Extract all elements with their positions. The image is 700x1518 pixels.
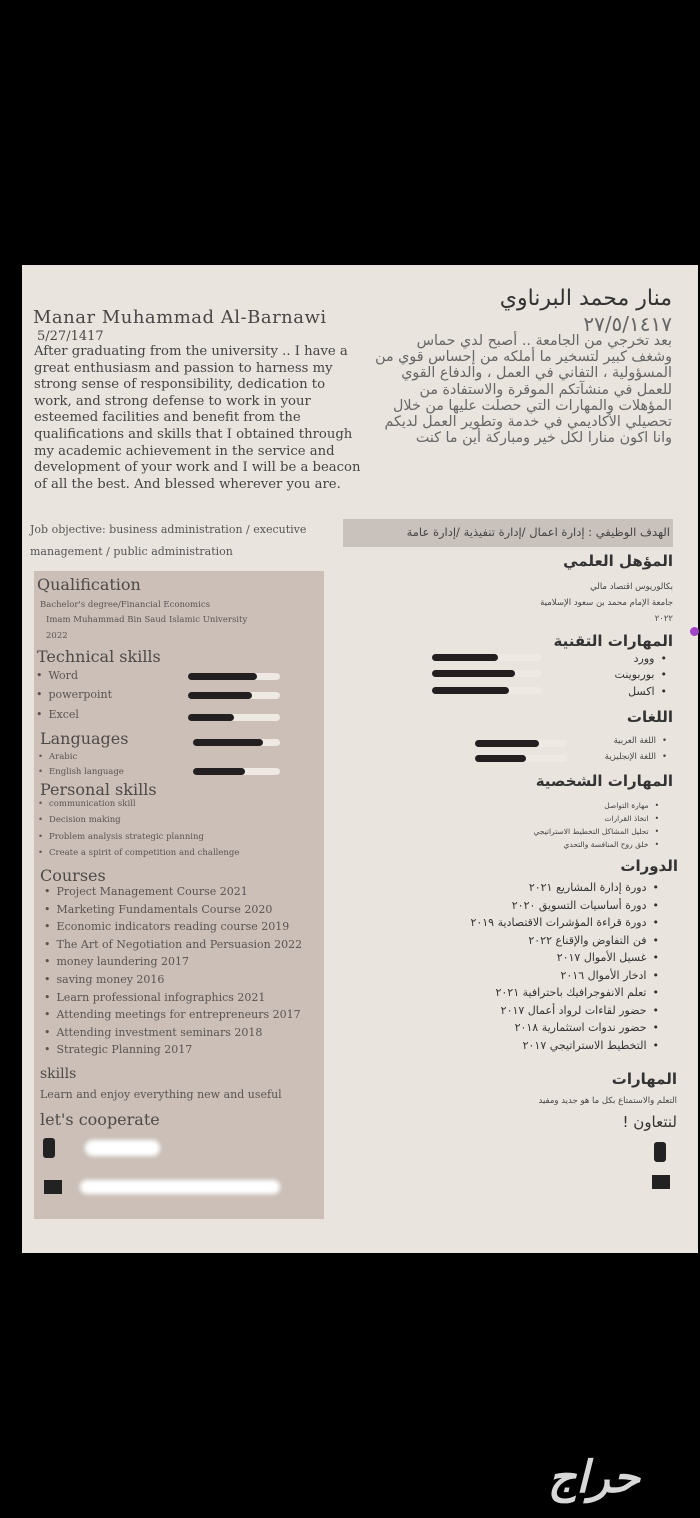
ar-course-item: • حضور لقاءات لرواد أعمال ٢٠١٧ xyxy=(501,1004,665,1017)
en-course-item: • Learn professional infographics 2021 xyxy=(38,991,265,1004)
en-qualification-line: Bachelor's degree/Financial Economics xyxy=(40,600,210,610)
ar-qualification-line: جامعة الإمام محمد بن سعود الإسلامية xyxy=(540,598,673,608)
en-course-item: • The Art of Negotiation and Persuasion 2022 xyxy=(38,938,302,951)
scroll-indicator-dot xyxy=(690,627,699,636)
ar-technical-title: المهارات التقنية xyxy=(553,632,673,650)
en-personal-title: Personal skills xyxy=(40,780,157,799)
watermark-logo: حراج xyxy=(547,1452,640,1503)
en-qualification-title: Qualification xyxy=(37,575,141,594)
ar-technical-bar-fill xyxy=(432,654,498,661)
mail-icon xyxy=(44,1180,62,1194)
ar-course-item: • حضور ندوات استثمارية ٢٠١٨ xyxy=(515,1021,665,1034)
ar-personal-item: • مهارة التواصل xyxy=(604,801,665,810)
ar-technical-bar-fill xyxy=(432,670,515,677)
en-course-item: • Marketing Fundamentals Course 2020 xyxy=(38,903,272,916)
en-qualification-line: 2022 xyxy=(46,631,68,641)
en-course-item: • Strategic Planning 2017 xyxy=(38,1043,192,1056)
ar-course-item: • تعلم الانفوجرافيك باحترافية ٢٠٢١ xyxy=(495,986,665,999)
en-paragraph: After graduating from the university .. I have a great enthusiasm and passion to harness my strong sense of responsibility, dedication to work, and strong defense to work in your esteemed facilities and benefit from the qualifications and skills that I obtained through my academic achievement in the service and development of your work and I will be a beacon of all the best. And blessed wherever you are. xyxy=(34,344,361,492)
en-technical-bar-fill xyxy=(188,673,257,680)
en-qualification-line: Imam Muhammad Bin Saud Islamic University xyxy=(46,615,248,625)
en-personal-item: • communication skill xyxy=(32,799,136,809)
en-technical-title: Technical skills xyxy=(37,647,161,666)
en-personal-item: • Create a spirit of competition and challenge xyxy=(32,848,239,858)
phone-icon xyxy=(654,1142,666,1162)
ar-personal-title: المهارات الشخصية xyxy=(535,772,673,790)
redacted-phone xyxy=(85,1140,160,1156)
mail-icon xyxy=(652,1175,670,1189)
ar-language-bar-fill xyxy=(475,740,539,747)
en-course-item: • Attending investment seminars 2018 xyxy=(38,1026,262,1039)
en-course-item: • Economic indicators reading course 2019 xyxy=(38,920,289,933)
ar-course-item: • التخطيط الاستراتيجي ٢٠١٧ xyxy=(523,1039,665,1052)
phone-icon xyxy=(43,1138,55,1158)
ar-languages-title: اللغات xyxy=(626,708,673,726)
ar-cooperate: لنتعاون ! xyxy=(622,1113,677,1131)
ar-paragraph: بعد تخرجي من الجامعة .. أصبح لدي حماس وشغف كبير لتسخير ما أملكه من إحساس قوي من المسؤولية ، التفاني في العمل ، والدفاع القوي للعمل في منشآتكم الموقرة والاستفادة من المؤهلات والمهارات التي حصلت عليها من خلال تحصيلي الأكاديمي في خدمة وتطوير العمل لديكم وانا اكون منارا لكل خير ومباركة أين ما كنت xyxy=(375,333,672,447)
en-course-item: • saving money 2016 xyxy=(38,973,164,986)
ar-qualification-line: بكالوريوس اقتصاد مالي xyxy=(590,582,673,592)
ar-course-item: • غسيل الأموال ٢٠١٧ xyxy=(557,951,665,964)
en-cooperate: let's cooperate xyxy=(40,1110,160,1129)
ar-personal-item: • اتخاذ القرارات xyxy=(604,814,665,823)
ar-language-item: • اللغة الإنجليزية xyxy=(605,752,673,762)
en-language-bar-fill xyxy=(193,768,245,775)
ar-course-item: • ادخار الأموال ٢٠١٦ xyxy=(560,969,665,982)
ar-course-item: • فن التفاوض والإقناع ٢٠٢٢ xyxy=(528,934,665,947)
en-course-item: • Project Management Course 2021 xyxy=(38,885,248,898)
en-course-item: • money laundering 2017 xyxy=(38,955,189,968)
en-skills-text: Learn and enjoy everything new and useful xyxy=(40,1088,282,1101)
ar-date: ٢٧/٥/١٤١٧ xyxy=(583,312,672,336)
ar-course-item: • دورة أساسيات التسويق ٢٠٢٠ xyxy=(512,899,665,912)
ar-qualification-line: ٢٠٢٢ xyxy=(654,614,673,624)
en-courses-title: Courses xyxy=(40,866,106,885)
en-technical-item: • Excel xyxy=(30,708,79,721)
ar-qualification-title: المؤهل العلمي xyxy=(563,552,673,570)
ar-personal-item: • تحليل المشاكل التخطيط الاستراتيجي xyxy=(534,827,665,836)
en-technical-item: • Word xyxy=(30,669,78,682)
ar-course-item: • دورة إدارة المشاريع ٢٠٢١ xyxy=(529,881,665,894)
ar-technical-item: • اكسل xyxy=(628,685,673,698)
ar-language-bar-fill xyxy=(475,755,526,762)
en-technical-bar-fill xyxy=(188,714,234,721)
en-technical-bar-fill xyxy=(188,692,252,699)
ar-skills-text: التعلم والاستمتاع بكل ما هو جديد ومفيد xyxy=(538,1096,677,1106)
ar-language-item: • اللغة العربية xyxy=(614,736,673,746)
en-languages-title: Languages xyxy=(40,729,129,748)
en-objective: Job objective: business administration / executive management / public administration xyxy=(30,523,307,558)
ar-course-item: • دورة قراءة المؤشرات الاقتصادية ٢٠١٩ xyxy=(470,916,665,929)
en-date: 5/27/1417 xyxy=(37,329,104,344)
en-name: Manar Muhammad Al-Barnawi xyxy=(33,307,327,328)
ar-courses-title: الدورات xyxy=(620,857,678,875)
ar-technical-item: • بوربوينت xyxy=(615,668,673,681)
en-personal-item: • Decision making xyxy=(32,815,121,825)
en-personal-item: • Problem analysis strategic planning xyxy=(32,832,204,842)
en-technical-item: • powerpoint xyxy=(30,688,112,701)
ar-skills-title: المهارات xyxy=(611,1070,677,1088)
ar-name: منار محمد البرناوي xyxy=(499,286,672,311)
ar-personal-item: • خلق روح المنافسة والتحدي xyxy=(563,840,665,849)
en-course-item: • Attending meetings for entrepreneurs 2017 xyxy=(38,1008,301,1021)
en-language-item: • Arabic xyxy=(32,752,77,762)
ar-technical-bar-fill xyxy=(432,687,509,694)
ar-objective: الهدف الوظيفي : إدارة اعمال /إدارة تنفيذية /إدارة عامة xyxy=(406,525,670,539)
ar-technical-item: • وورد xyxy=(634,652,673,665)
redacted-email xyxy=(80,1180,280,1194)
en-language-bar-fill xyxy=(193,739,263,746)
en-language-item: • English language xyxy=(32,767,124,777)
en-skills-title: skills xyxy=(40,1066,77,1082)
